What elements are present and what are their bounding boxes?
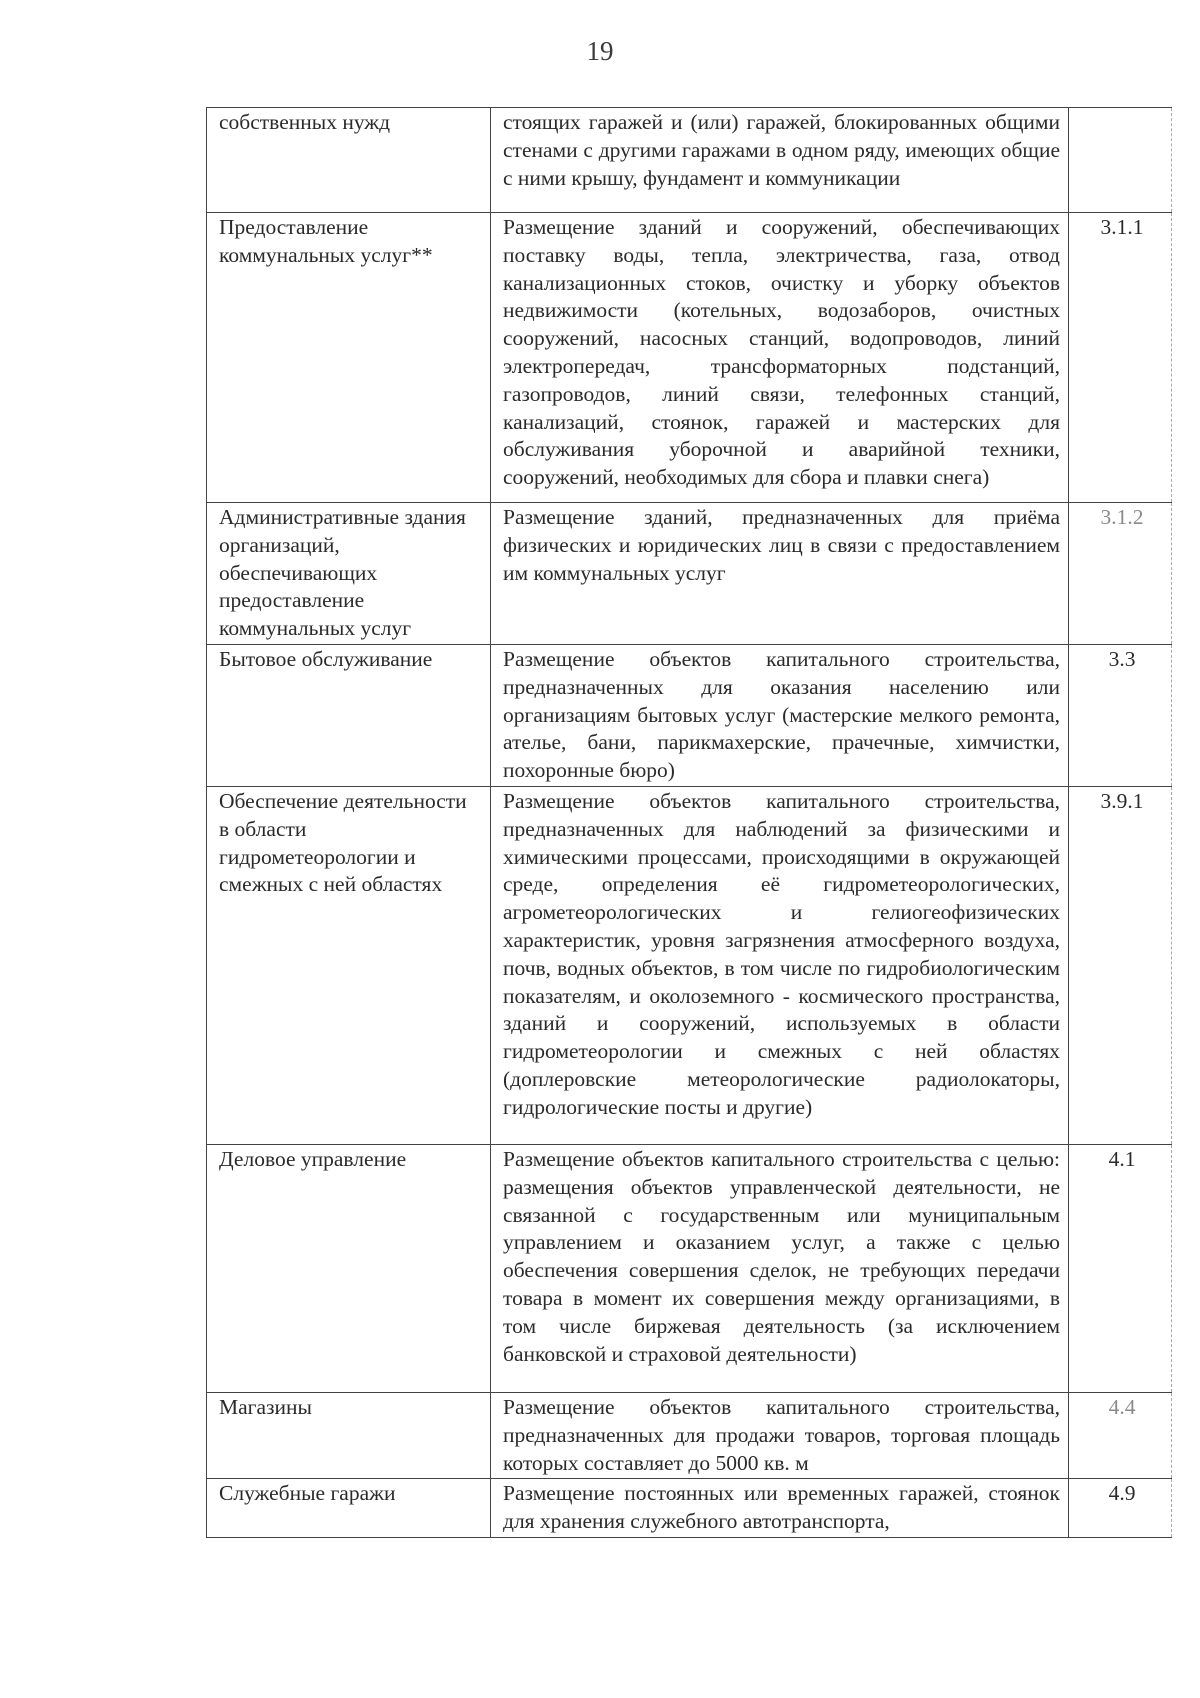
use-type-description: Размещение объектов капитального строительства, предназначенных для наблюдений за физическими и химическими процессами, происходящими в окружающей среде, определения её гидрометеорологических, агрометеорологических и гелиогеофизических характеристик, уровня загрязнения атмосферного воздуха, почв, водных объектов, в том числе по гидробиологическим показателям, и околоземного - космического пространства, зданий и сооружений, используемых в области гидрометеорологии и смежных с ней областях (доплеровские метеорологические радиолокаторы, гидрологические посты и другие) [491, 786, 1069, 1144]
use-type-code: 3.3 [1069, 644, 1172, 786]
use-type-description: Размещение объектов капитального строительства, предназначенных для оказания населению или организациям бытовых услуг (мастерские мелкого ремонта, ателье, бани, парикмахерские, прачечные, химчистки, похоронные бюро) [491, 644, 1069, 786]
use-type-name: Магазины [207, 1392, 491, 1478]
use-type-code: 4.1 [1069, 1144, 1172, 1392]
use-type-code: 3.1.1 [1069, 213, 1172, 503]
use-type-description: Размещение объектов капитального строительства, предназначенных для продажи товаров, торговая площадь которых составляет до 5000 кв. м [491, 1392, 1069, 1478]
use-type-name: Предоставление коммунальных услуг** [207, 213, 491, 503]
use-type-code: 4.4 [1069, 1392, 1172, 1478]
table-row [207, 1479, 1172, 1538]
table-row [207, 503, 1172, 645]
land-use-table [206, 107, 1172, 1538]
use-type-name: Административные здания организаций, обеспечивающих предоставление коммунальных услуг [207, 503, 491, 645]
table-row [207, 786, 1172, 1144]
use-type-code: 3.9.1 [1069, 786, 1172, 1144]
use-type-description: Размещение постоянных или временных гаражей, стоянок для хранения служебного автотранспорта, [491, 1479, 1069, 1538]
use-type-name: собственных нужд [207, 108, 491, 213]
use-type-name: Обеспечение деятельности в области гидрометеорологии и смежных с ней областях [207, 786, 491, 1144]
use-type-code: 3.1.2 [1069, 503, 1172, 645]
use-type-description: Размещение зданий и сооружений, обеспечивающих поставку воды, тепла, электричества, газа, отвод канализационных стоков, очистку и уборку объектов недвижимости (котельных, водозаборов, очистных сооружений, насосных станций, водопроводов, линий электропередач, трансформаторных подстанций, газопроводов, линий связи, телефонных станций, канализаций, стоянок, гаражей и мастерских для обслуживания уборочной и аварийной техники, сооружений, необходимых для сбора и плавки снега) [491, 213, 1069, 503]
page-number: 19 [586, 36, 614, 66]
use-type-name: Бытовое обслуживание [207, 644, 491, 786]
use-type-code: 4.9 [1069, 1479, 1172, 1538]
table-row [207, 1144, 1172, 1392]
table-row [207, 644, 1172, 786]
use-type-description: стоящих гаражей и (или) гаражей, блокированных общими стенами с другими гаражами в одном ряду, имеющих общие с ними крышу, фундамент и коммуникации [491, 108, 1069, 213]
use-type-name: Служебные гаражи [207, 1479, 491, 1538]
use-type-name: Деловое управление [207, 1144, 491, 1392]
use-type-description: Размещение зданий, предназначенных для приёма физических и юридических лиц в связи с предоставлением им коммунальных услуг [491, 503, 1069, 645]
table-row [207, 108, 1172, 213]
table-row [207, 213, 1172, 503]
use-type-code [1069, 108, 1172, 213]
table-row [207, 1392, 1172, 1478]
use-type-description: Размещение объектов капитального строительства с целью: размещения объектов управленческой деятельности, не связанной с государственным или муниципальным управлением и оказанием услуг, а также с целью обеспечения совершения сделок, не требующих передачи товара в момент их совершения между организациями, в том числе биржевая деятельность (за исключением банковской и страховой деятельности) [491, 1144, 1069, 1392]
